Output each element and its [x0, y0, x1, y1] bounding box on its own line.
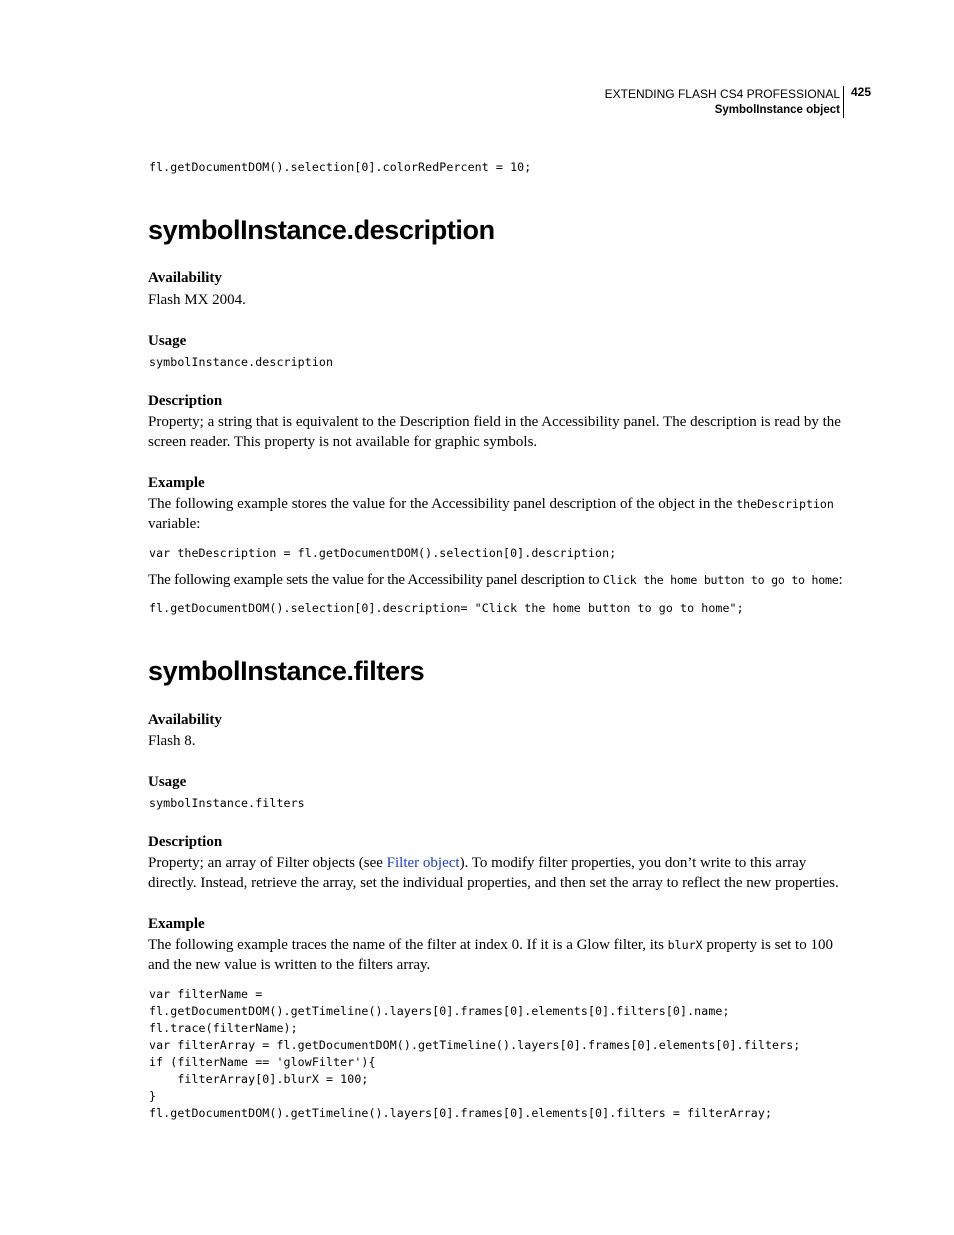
filters-example-code: var filterName = fl.getDocumentDOM().getTimeline().layers[0].frames[0].elements[0].filters[0].name; fl.trace(filterName); var filterArray = fl.getDocumentDOM().getTimeline().layers[0].frames[0].elements[0].filters; if (filterName == 'glowFilter'){ filterArray[0].blurX = 100; } fl.getDocumentDOM().getTimeline().layers[0].frames[0].elements[0].filters = filterArray; [149, 987, 801, 1120]
filters-description-text: Property; an array of Filter objects (see Filter object). To modify filter properties, you don’t write to this array directly. Instead, retrieve the array, set the individual properties, and then set the array to reflect the new properties. [148, 855, 839, 891]
description-example-code-2: fl.getDocumentDOM().selection[0].description= "Click the home button to go to home"; [149, 601, 744, 615]
filters-section-title: symbolInstance.filters [148, 656, 425, 686]
page-number: 425 [851, 85, 872, 99]
book-title: EXTENDING FLASH CS4 PROFESSIONAL [604, 87, 840, 101]
running-header [605, 86, 840, 118]
description-example-code-1: var theDescription = fl.getDocumentDOM().selection[0].description; [149, 546, 617, 560]
description-example-text: The following example stores the value for the Accessibility panel description of the object in the theDescription variable: [148, 496, 834, 532]
filters-availability-text: Flash 8. [148, 733, 196, 749]
inline-code: Click the home button to go to home [602, 573, 839, 587]
inline-code: blurX [667, 938, 703, 952]
description-section-title: symbolInstance.description [148, 215, 495, 245]
description-description-text: Property; a string that is equivalent to the Description field in the Accessibility panel. The description is read by the screen reader. This property is not available for graphic symbols. [148, 414, 841, 450]
description-usage-heading: Usage [148, 333, 187, 349]
filters-example-text: The following example traces the name of the filter at index 0. If it is a Glow filter, its blurX property is set to 100 and the new value is written to the filters array. [148, 937, 833, 973]
filters-description-heading: Description [148, 834, 223, 850]
top-code-sample: fl.getDocumentDOM().selection[0].colorRedPercent = 10; [149, 160, 532, 174]
filters-example-heading: Example [148, 916, 205, 932]
description-example2-text: The following example sets the value for the Accessibility panel description to Click the home button to go to home: [148, 572, 843, 588]
section-title: SymbolInstance object [714, 104, 840, 116]
inline-code: theDescription [736, 497, 834, 511]
description-availability-text: Flash MX 2004. [148, 292, 246, 308]
description-usage-code: symbolInstance.description [149, 355, 334, 369]
description-availability-heading: Availability [148, 270, 222, 286]
header-divider [843, 86, 844, 118]
filters-usage-heading: Usage [148, 774, 187, 790]
description-example-heading: Example [148, 475, 205, 491]
filter-object-link[interactable]: Filter object [386, 855, 460, 871]
filters-usage-code: symbolInstance.filters [149, 796, 305, 810]
description-description-heading: Description [148, 393, 223, 409]
filters-availability-heading: Availability [148, 712, 222, 728]
